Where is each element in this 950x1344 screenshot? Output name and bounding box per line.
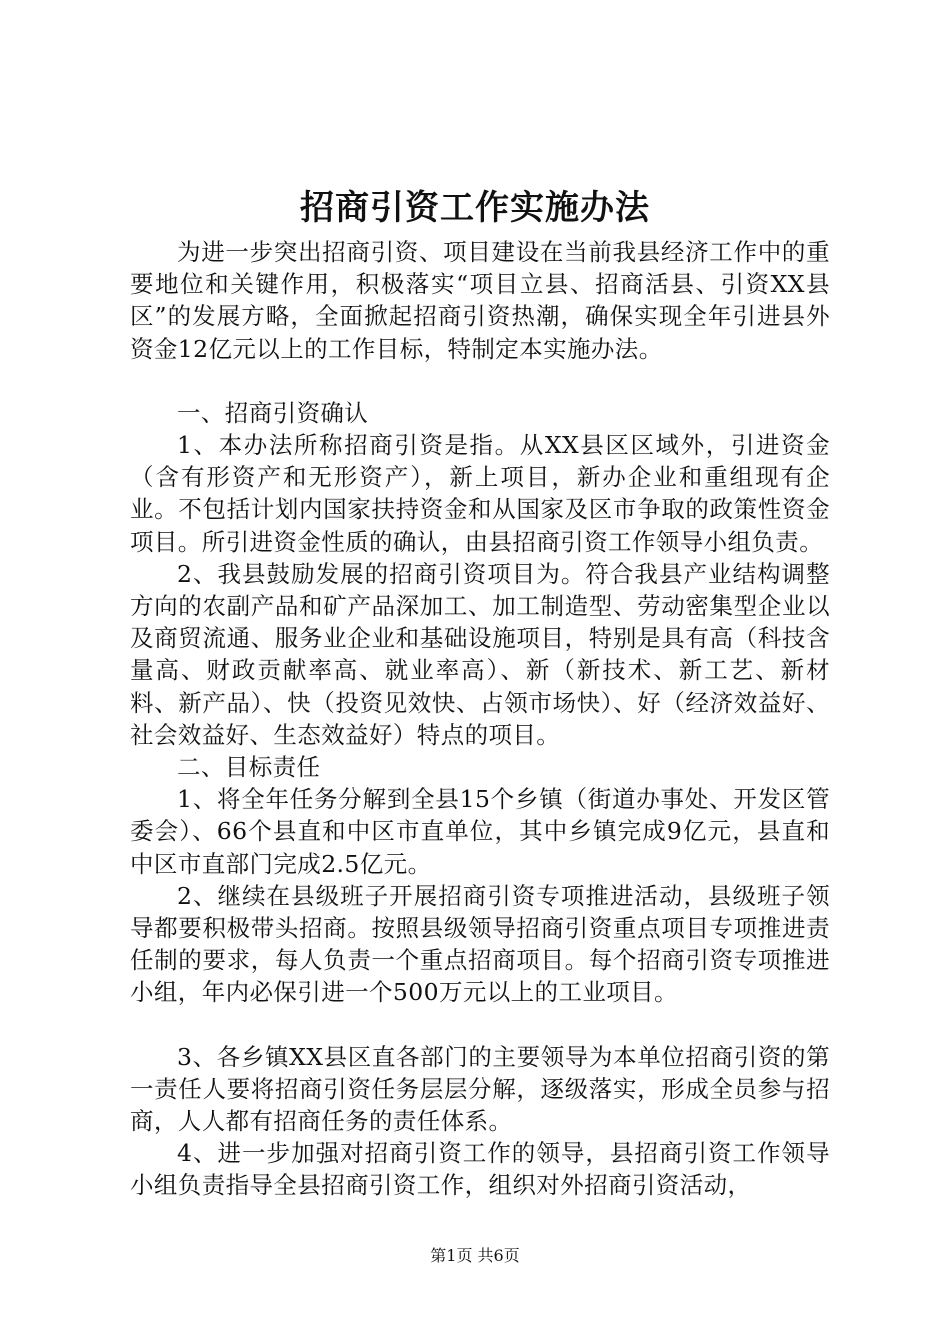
paragraph-2-4: 4、进一步加强对招商引资工作的领导，县招商引资工作领导小组负责指导全县招商引资工作，组织对外招商引资活动， xyxy=(130,1139,830,1200)
section-heading-1: 一、招商引资确认 xyxy=(177,398,369,427)
paragraph-2-1: 1、将全年任务分解到全县15个乡镇（街道办事处、开发区管委会）、66个县直和中区市直单位，其中乡镇完成9亿元，县直和中区市直部门完成2.5亿元。 xyxy=(130,785,830,878)
paragraph-1-1: 1、本办法所称招商引资是指。从XX县区区域外，引进资金（含有形资产和无形资产），新上项目，新办企业和重组现有企业。不包括计划内国家扶持资金和从国家及区市争取的政策性资金项目。所引进资金性质的确认，由县招商引资工作领导小组负责。 xyxy=(130,431,830,556)
paragraph-intro: 为进一步突出招商引资、项目建设在当前我县经济工作中的重要地位和关键作用，积极落实“项目立县、招商活县、引资XX县区”的发展方略，全面掀起招商引资热潮，确保实现全年引进县外资金12亿元以上的工作目标，特制定本实施办法。 xyxy=(130,238,830,363)
document-title: 招商引资工作实施办法 xyxy=(300,188,650,228)
document-body xyxy=(130,236,830,1202)
paragraph-2-3: 3、各乡镇XX县区直各部门的主要领导为本单位招商引资的第一责任人要将招商引资任务层层分解，逐级落实，形成全员参与招商，人人都有招商任务的责任体系。 xyxy=(130,1042,830,1136)
paragraph-1-2: 2、我县鼓励发展的招商引资项目为。符合我县产业结构调整方向的农副产品和矿产品深加工、加工制造型、劳动密集型企业以及商贸流通、服务业企业和基础设施项目，特别是具有高（科技含量高、财政贡献率高、就业率高）、新（新技术、新工艺、新材料、新产品）、快（投资见效快、占领市场快）、好（经济效益好、社会效益好、生态效益好）特点的项目。 xyxy=(130,559,830,749)
page-footer: 第1页 共6页 xyxy=(430,1246,520,1265)
section-heading-2: 二、目标责任 xyxy=(177,753,321,782)
paragraph-2-2: 2、继续在县级班子开展招商引资专项推进活动，县级班子领导都要积极带头招商。按照县级领导招商引资重点项目专项推进责任制的要求，每人负责一个重点招商项目。每个招商引资专项推进小组，年内必保引进一个500万元以上的工业项目。 xyxy=(130,881,830,1007)
